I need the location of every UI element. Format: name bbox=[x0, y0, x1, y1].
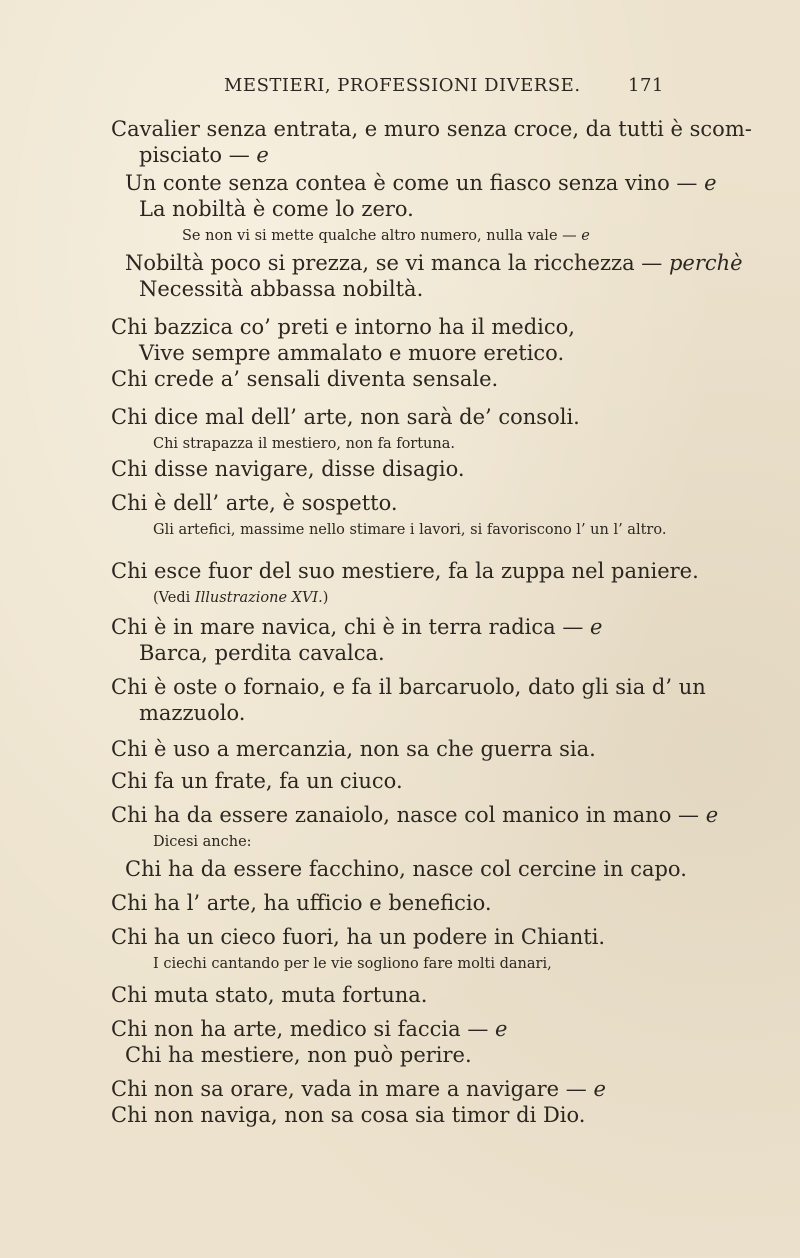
text-line: pisciato — e bbox=[139, 143, 269, 167]
text-line: Chi ha mestiere, non può perire. bbox=[125, 1043, 472, 1067]
text-line: Chi bazzica co’ preti e intorno ha il medico, bbox=[111, 315, 575, 339]
text-line: Chi ha da essere facchino, nasce col cercine in capo. bbox=[125, 857, 687, 881]
text-line: La nobiltà è come lo zero. bbox=[139, 197, 414, 221]
commentary-line: (Vedi Illustrazione XVI.) bbox=[153, 590, 329, 606]
text-line: Chi crede a’ sensali diventa sensale. bbox=[111, 367, 499, 391]
text-line: Chi è in mare navica, chi è in terra radica — e bbox=[111, 615, 603, 639]
text-line: Chi fa un frate, fa un ciuco. bbox=[111, 769, 403, 793]
text-line: Chi esce fuor del suo mestiere, fa la zuppa nel paniere. bbox=[111, 559, 699, 583]
text-line: Chi non sa orare, vada in mare a navigare — e bbox=[111, 1077, 606, 1101]
text-line: Vive sempre ammalato e muore eretico. bbox=[139, 341, 565, 365]
commentary-line: Gli artefici, massime nello stimare i lavori, si favoriscono l’ un l’ altro. bbox=[153, 522, 667, 538]
text-line: Chi ha l’ arte, ha ufficio e beneficio. bbox=[111, 891, 492, 915]
commentary-line: Chi strapazza il mestiero, non fa fortuna. bbox=[153, 436, 455, 452]
text-line: Chi ha da essere zanaiolo, nasce col manico in mano — e bbox=[111, 803, 719, 827]
text-line: Un conte senza contea è come un fiasco senza vino — e bbox=[125, 171, 717, 195]
commentary-line: Dicesi anche: bbox=[153, 834, 252, 850]
text-line: Chi dice mal dell’ arte, non sarà de’ consoli. bbox=[111, 405, 580, 429]
commentary-line: Se non vi si mette qualche altro numero, nulla vale — e bbox=[182, 228, 590, 244]
text-line: Chi disse navigare, disse disagio. bbox=[111, 457, 465, 481]
text-line: Chi non naviga, non sa cosa sia timor di Dio. bbox=[111, 1103, 586, 1127]
commentary-line: I ciechi cantando per le vie sogliono fare molti danari, bbox=[153, 956, 552, 972]
page-header bbox=[0, 75, 800, 105]
text-line: Necessità abbassa nobiltà. bbox=[139, 277, 424, 301]
text-line: mazzuolo. bbox=[139, 701, 246, 725]
text-line: Chi non ha arte, medico si faccia — e bbox=[111, 1017, 508, 1041]
text-line: Cavalier senza entrata, e muro senza croce, da tutti è scom- bbox=[111, 117, 752, 141]
running-title: MESTIERI, PROFESSIONI DIVERSE. bbox=[224, 75, 581, 96]
text-line: Chi ha un cieco fuori, ha un podere in Chianti. bbox=[111, 925, 606, 949]
text-line: Nobiltà poco si prezza, se vi manca la ricchezza — perchè bbox=[125, 251, 743, 275]
text-line: Chi è oste o fornaio, e fa il barcaruolo, dato gli sia d’ un bbox=[111, 675, 706, 699]
page-number: 171 bbox=[628, 75, 664, 96]
text-line: Chi muta stato, muta fortuna. bbox=[111, 983, 428, 1007]
text-line: Barca, perdita cavalca. bbox=[139, 641, 385, 665]
text-line: Chi è uso a mercanzia, non sa che guerra sia. bbox=[111, 737, 596, 761]
text-line: Chi è dell’ arte, è sospetto. bbox=[111, 491, 398, 515]
